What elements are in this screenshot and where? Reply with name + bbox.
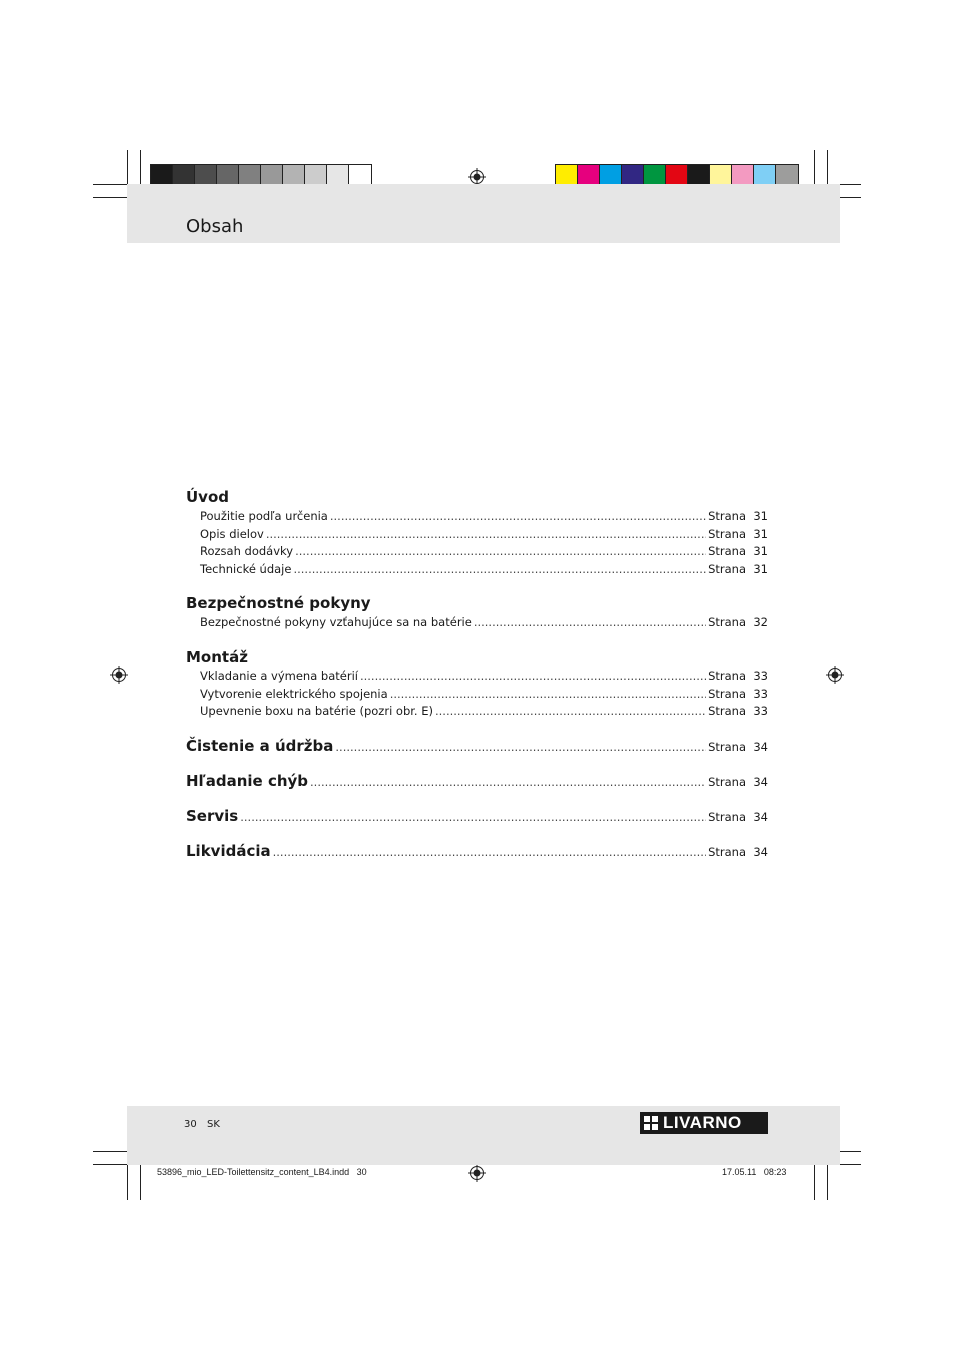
crop-mark xyxy=(93,1164,130,1165)
crop-mark xyxy=(814,1163,815,1200)
toc-section xyxy=(186,486,768,578)
toc-entry[interactable] xyxy=(186,561,768,579)
color-swatch xyxy=(349,165,371,185)
page-number-ref: 31 xyxy=(753,544,768,559)
crop-mark xyxy=(127,150,128,187)
toc-section-title: Úvod xyxy=(186,488,230,506)
toc-entry-page xyxy=(708,686,768,704)
color-swatch xyxy=(754,165,776,185)
toc-entry[interactable] xyxy=(186,614,768,632)
table-of-contents xyxy=(186,486,768,875)
page-number-ref: 34 xyxy=(753,739,768,754)
toc-section-title: Čistenie a údržba xyxy=(186,736,334,755)
toc-leader-dots xyxy=(310,771,706,793)
crop-mark xyxy=(93,197,130,198)
color-swatch xyxy=(666,165,688,185)
toc-entry-page xyxy=(708,668,768,686)
toc-entry[interactable] xyxy=(186,686,768,704)
toc-section-entry[interactable] xyxy=(186,735,768,770)
toc-entry[interactable] xyxy=(186,668,768,686)
page-number-ref: 33 xyxy=(753,668,768,683)
toc-entry[interactable] xyxy=(186,703,768,721)
language-code: SK xyxy=(207,1119,220,1130)
toc-section-entry[interactable] xyxy=(186,805,768,840)
page-number-ref: 34 xyxy=(753,809,768,824)
color-swatch xyxy=(239,165,261,185)
livarno-logo-icon xyxy=(644,1116,658,1130)
color-swatch xyxy=(710,165,732,185)
registration-mark-icon xyxy=(826,666,844,684)
crop-mark xyxy=(93,1151,130,1152)
page-word: Strana xyxy=(708,668,746,683)
toc-entry-label: Vytvorenie elektrického spojenia xyxy=(200,686,388,701)
toc-entry-page xyxy=(708,771,768,793)
crop-mark xyxy=(814,150,815,187)
color-swatch xyxy=(173,165,195,185)
page-word: Strana xyxy=(708,615,746,630)
toc-leader-dots xyxy=(295,543,706,561)
color-swatch xyxy=(556,165,578,185)
color-swatch xyxy=(195,165,217,185)
toc-entry-page xyxy=(708,703,768,721)
toc-entry-page xyxy=(708,614,768,632)
livarno-logo xyxy=(640,1112,768,1134)
toc-entry-page xyxy=(708,526,768,544)
date-time-slug: 17.05.11 08:23 xyxy=(722,1167,787,1177)
toc-entry-page xyxy=(708,736,768,758)
toc-entry-label: Bezpečnostné pokyny vzťahujúce sa na batérie xyxy=(200,615,472,630)
toc-section-entry[interactable] xyxy=(186,770,768,805)
page-number-ref: 34 xyxy=(753,844,768,859)
crop-mark xyxy=(827,1163,828,1200)
page-word: Strana xyxy=(708,509,746,523)
page-word: Strana xyxy=(708,544,746,559)
color-swatch xyxy=(644,165,666,185)
toc-entry-label: Technické údaje xyxy=(200,561,292,576)
page-word: Strana xyxy=(708,809,746,824)
toc-entry-label: Rozsah dodávky xyxy=(200,544,294,559)
page-word: Strana xyxy=(708,526,746,541)
toc-entry-page xyxy=(708,561,768,579)
toc-section-title: Likvidácia xyxy=(186,841,271,860)
toc-entry-page xyxy=(708,543,768,561)
registration-mark-icon xyxy=(468,1164,486,1182)
color-swatch xyxy=(217,165,239,185)
page-word: Strana xyxy=(708,774,746,789)
toc-entry-label: Použitie podľa určenia xyxy=(200,509,328,523)
toc-entry-page xyxy=(708,508,768,526)
color-swatch xyxy=(688,165,710,185)
page-word: Strana xyxy=(708,844,746,859)
color-swatch xyxy=(600,165,622,185)
grayscale-color-bar xyxy=(150,164,372,186)
brand-name: LIVARNO xyxy=(663,1113,742,1132)
crop-mark xyxy=(127,1163,128,1200)
toc-entry-page xyxy=(708,806,768,828)
page-number: 30 xyxy=(184,1119,197,1130)
crop-mark xyxy=(93,184,130,185)
toc-leader-dots xyxy=(390,686,706,704)
color-swatch xyxy=(305,165,327,185)
toc-section xyxy=(186,646,768,721)
page-word: Strana xyxy=(708,561,746,576)
color-swatch xyxy=(151,165,173,185)
color-swatch xyxy=(578,165,600,185)
color-swatch xyxy=(776,165,798,185)
page-word: Strana xyxy=(708,686,746,701)
page-number-ref: 32 xyxy=(753,615,768,630)
toc-leader-dots xyxy=(360,668,706,686)
toc-leader-dots xyxy=(330,508,706,526)
color-swatch xyxy=(283,165,305,185)
color-swatch xyxy=(622,165,644,185)
color-swatch xyxy=(327,165,349,185)
page-title: Obsah xyxy=(186,216,244,237)
registration-mark-icon xyxy=(110,666,128,684)
crop-mark xyxy=(140,150,141,187)
toc-section-title: Bezpečnostné pokyny xyxy=(186,594,371,613)
toc-entry[interactable] xyxy=(186,543,768,561)
toc-entry-label: Vkladanie a výmena batérií xyxy=(200,668,358,683)
crop-mark xyxy=(827,150,828,187)
page-word: Strana xyxy=(708,739,746,754)
page-number-ref: 31 xyxy=(753,526,768,541)
crop-mark xyxy=(140,1163,141,1200)
page-number-ref: 33 xyxy=(753,704,768,719)
toc-leader-dots xyxy=(273,841,706,863)
process-color-bar xyxy=(555,164,799,186)
page-number-ref: 31 xyxy=(753,509,768,523)
toc-entry-label: Opis dielov xyxy=(200,526,264,541)
toc-leader-dots xyxy=(335,736,706,758)
page-number-ref: 33 xyxy=(753,686,768,701)
toc-entry-label: Upevnenie boxu na batérie (pozri obr. E) xyxy=(200,704,433,719)
toc-entry[interactable] xyxy=(186,526,768,544)
toc-section-title: Servis xyxy=(186,806,239,825)
toc-section-title: Montáž xyxy=(186,647,248,666)
toc-section xyxy=(186,592,768,632)
toc-section-entry[interactable] xyxy=(186,840,768,875)
toc-section-title: Hľadanie chýb xyxy=(186,771,309,790)
color-swatch xyxy=(261,165,283,185)
toc-leader-dots xyxy=(293,561,706,579)
page-number-ref: 34 xyxy=(753,774,768,789)
color-swatch xyxy=(732,165,754,185)
toc-leader-dots xyxy=(474,614,706,632)
toc-entry-page xyxy=(708,841,768,863)
page-number-ref: 31 xyxy=(753,561,768,576)
toc-entry[interactable] xyxy=(186,508,768,526)
toc-leader-dots xyxy=(266,526,706,544)
page-word: Strana xyxy=(708,704,746,719)
file-slug: 53896_mio_LED-Toilettensitz_content_LB4.indd 30 xyxy=(157,1167,367,1177)
toc-leader-dots xyxy=(240,806,706,828)
toc-leader-dots xyxy=(435,703,706,721)
